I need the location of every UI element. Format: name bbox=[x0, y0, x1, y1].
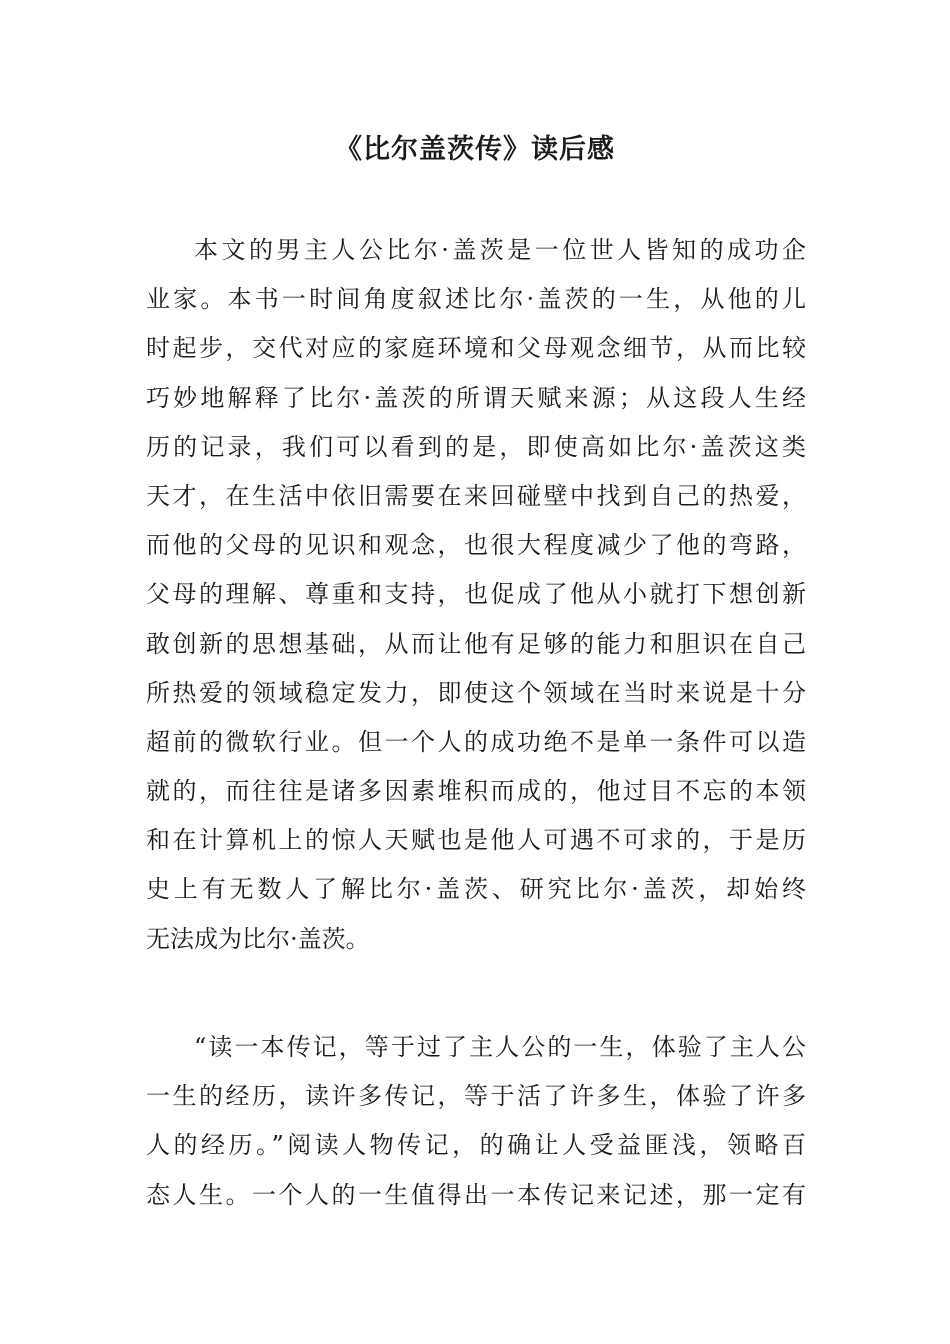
text-line: 就的，而往往是诸多因素堆积而成的，他过目不忘的本领 bbox=[146, 777, 806, 806]
paragraph-1 bbox=[146, 226, 806, 964]
text-line: 一生的经历，读许多传记，等于活了许多生，体验了许多 bbox=[146, 1082, 806, 1111]
text-line: 历的记录，我们可以看到的是，即使高如比尔·盖茨这类 bbox=[146, 432, 806, 461]
text-line: 而他的父母的见识和观念，也很大程度减少了他的弯路， bbox=[146, 531, 806, 560]
text-line: 时起步，交代对应的家庭环境和父母观念细节，从而比较 bbox=[146, 334, 806, 363]
text-line: “读一本传记，等于过了主人公的一生，体验了主人公 bbox=[194, 1033, 806, 1061]
text-line: 和在计算机上的惊人天赋也是他人可遇不可求的，于是历 bbox=[146, 826, 806, 855]
text-line: 本文的男主人公比尔·盖茨是一位世人皆知的成功企 bbox=[194, 236, 806, 264]
document-title: 《比尔盖茨传》读后感 bbox=[335, 134, 615, 165]
text-line: 父母的理解、尊重和支持，也促成了他从小就打下想创新 bbox=[146, 580, 806, 609]
text-line: 业家。本书一时间角度叙述比尔·盖茨的一生，从他的儿 bbox=[146, 285, 806, 314]
text-line: 所热爱的领域稳定发力，即使这个领域在当时来说是十分 bbox=[146, 678, 806, 707]
paragraph-2 bbox=[146, 1023, 806, 1220]
text-line: 人的经历。”阅读人物传记，的确让人受益匪浅，领略百 bbox=[146, 1131, 806, 1160]
text-line: 无法成为比尔·盖茨。 bbox=[146, 924, 370, 953]
text-line: 敢创新的思想基础，从而让他有足够的能力和胆识在自己 bbox=[146, 629, 806, 658]
text-line: 超前的微软行业。但一个人的成功绝不是单一条件可以造 bbox=[146, 727, 806, 756]
text-line: 巧妙地解释了比尔·盖茨的所谓天赋来源；从这段人生经 bbox=[146, 383, 806, 412]
text-line: 天才，在生活中依旧需要在来回碰壁中找到自己的热爱， bbox=[146, 481, 806, 510]
text-line: 态人生。一个人的一生值得出一本传记来记述，那一定有 bbox=[146, 1180, 806, 1209]
text-line: 史上有无数人了解比尔·盖茨、研究比尔·盖茨，却始终 bbox=[146, 875, 806, 904]
